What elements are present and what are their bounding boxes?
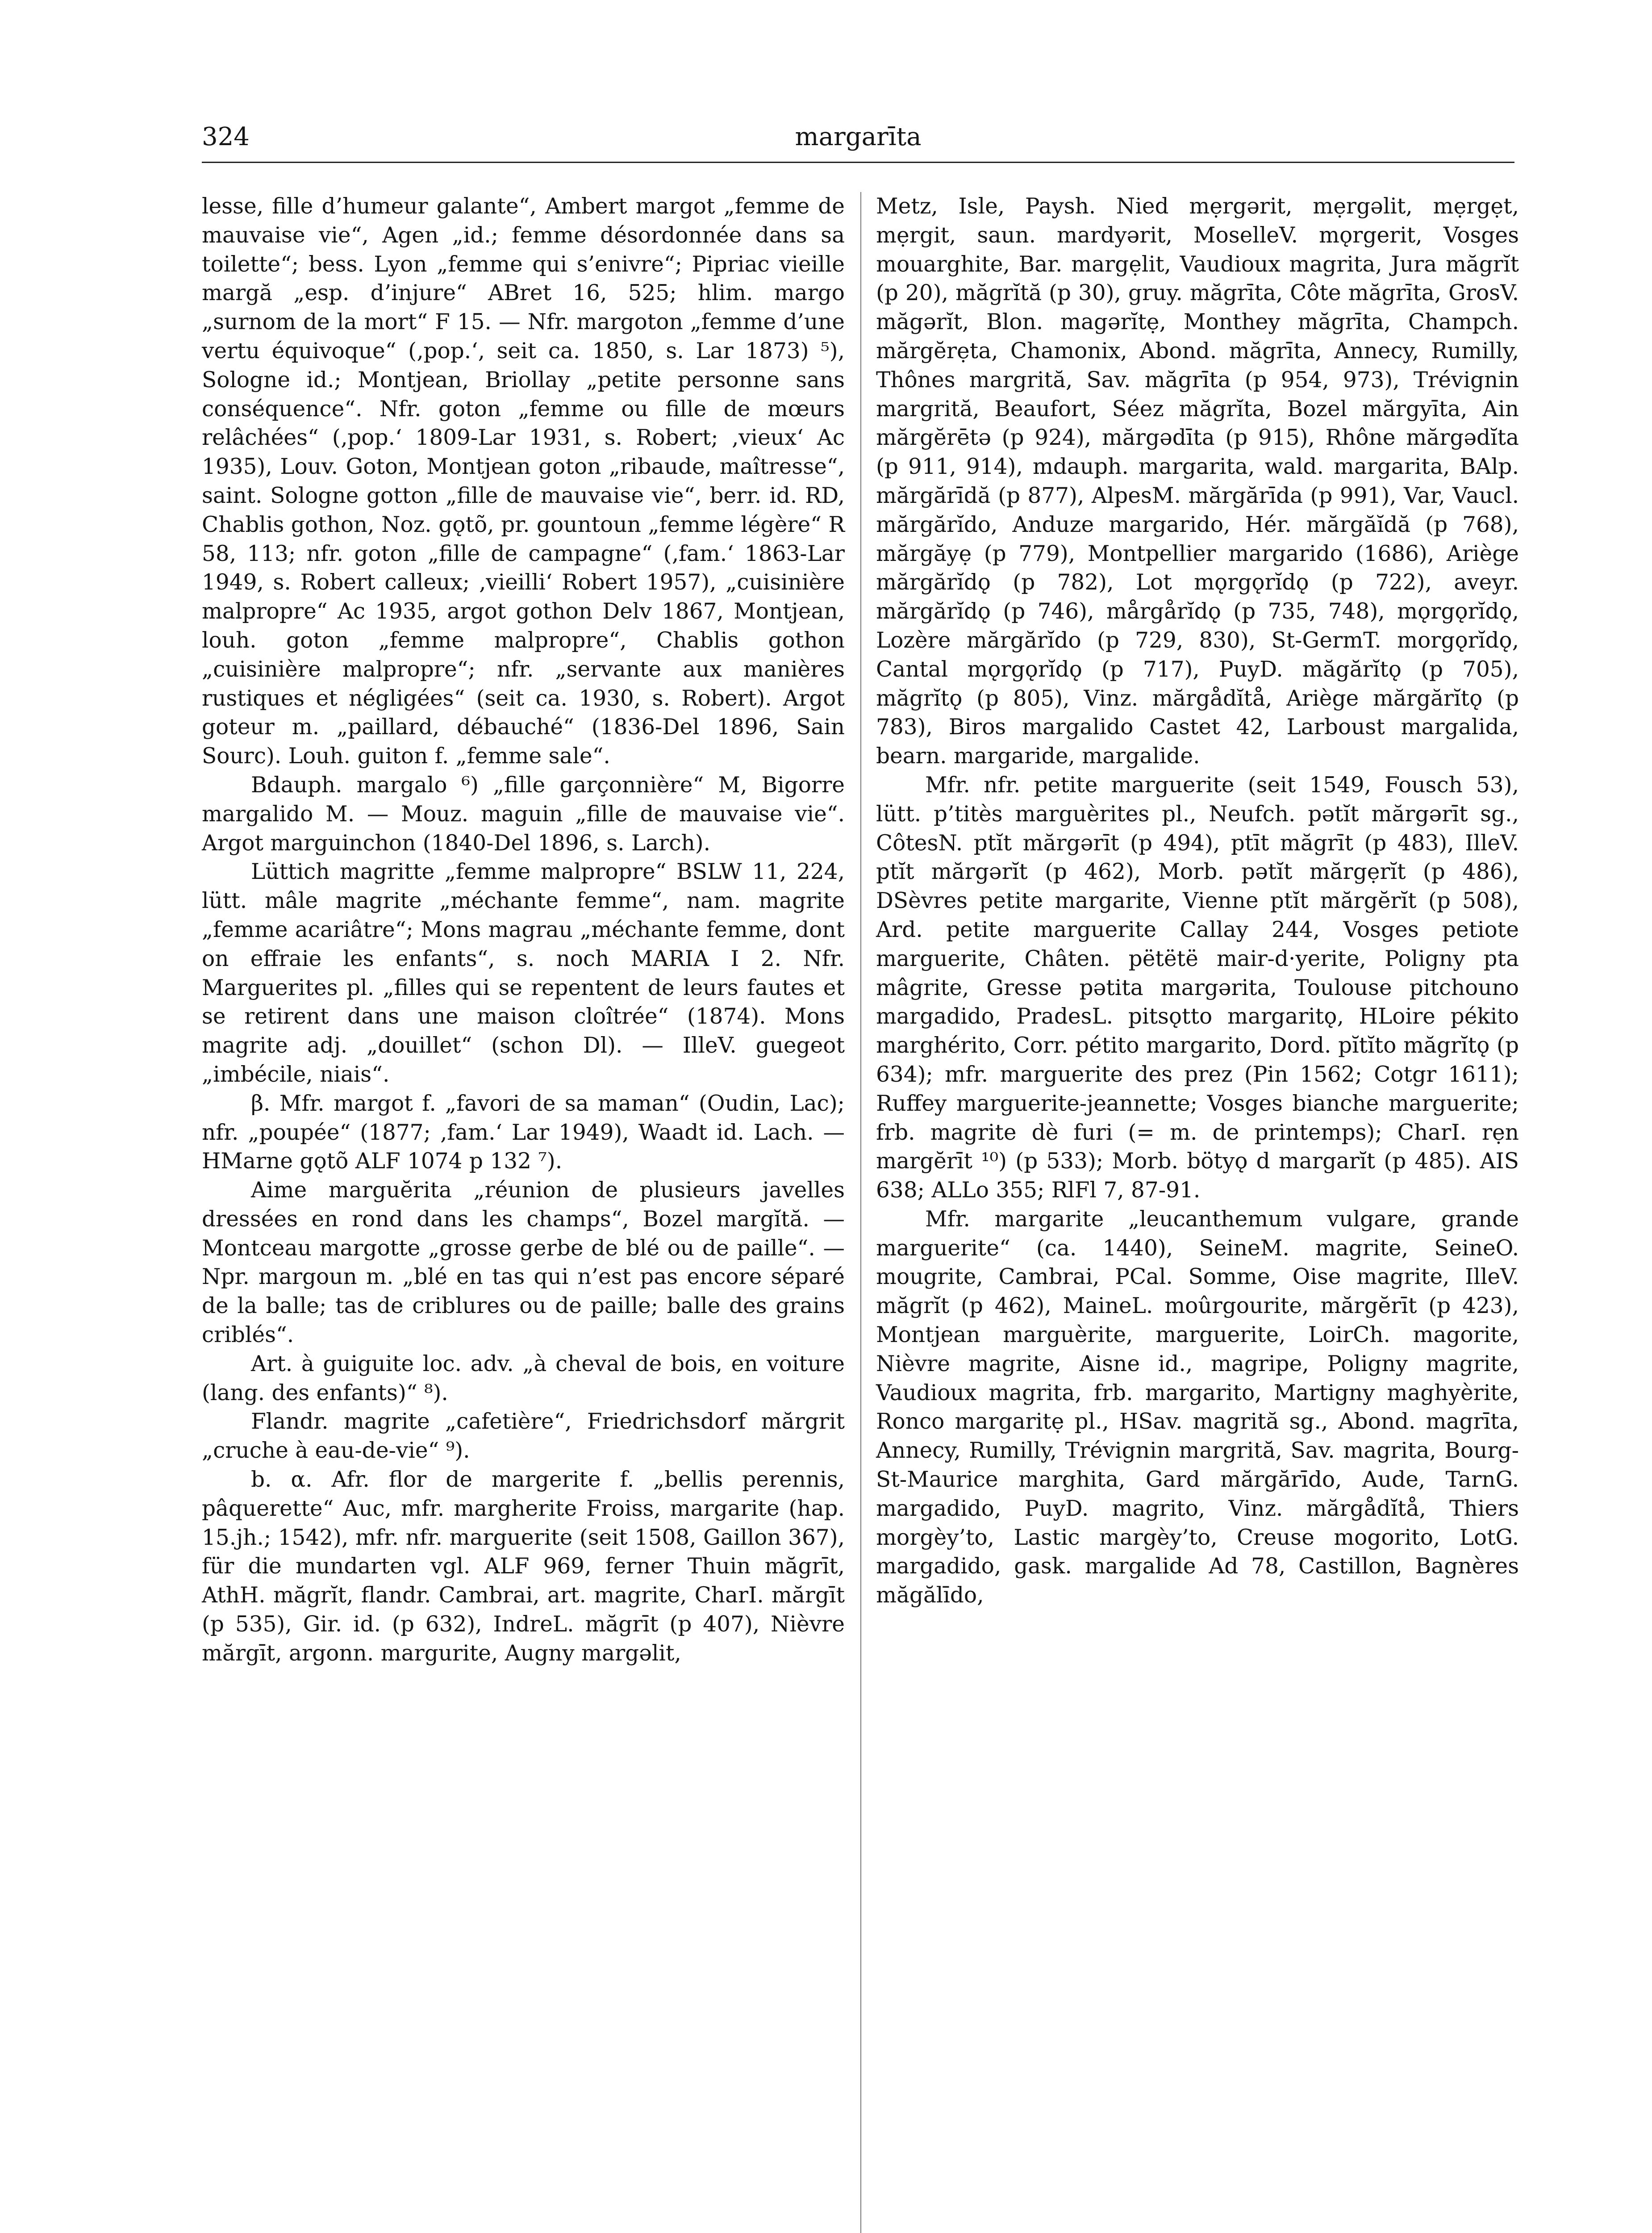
left-column xyxy=(202,192,845,1668)
page-number: 324 xyxy=(202,122,250,151)
left-paragraph-3: Lüttich magritte „femme malpropre“ BSLW 11, 224, lütt. mâle magrite „méchante femme“, nam. magrite „femme acariâtre“; Mons magrau „méchante femme, dont on effraie les enfants“, s. noch MARIA I 2. Nfr. Marguerites pl. „filles qui se repentent de leurs fautes et se retirent dans une maison cloîtrée“ (1874). Mons magrite adj. „douillet“ (schon Dl). — IlleV. guegeot „imbécile, niais“. xyxy=(202,859,845,1087)
left-paragraph-4: β. Mfr. margot f. „favori de sa maman“ (Oudin, Lac); nfr. „poupée“ (1877; ‚fam.‘ Lar 1949), Waadt id. Lach. — HMarne gǫtõ ALF 1074 p 132 ⁷). xyxy=(202,1091,845,1174)
running-title: margarīta xyxy=(795,122,922,151)
right-column xyxy=(876,192,1519,1610)
left-paragraph-5: Aime marguĕrita „réunion de plusieurs javelles dressées en rond dans les champs“, Bozel margĭtă. — Montceau margotte „grosse gerbe de blé ou de paille“. — Npr. margoun m. „blé en tas qui n’est pas encore séparé de la balle; tas de criblures ou de paille; balle des grains criblés“. xyxy=(202,1178,845,1348)
left-paragraph-2: Bdauph. margalo ⁶) „fille garçonnière“ M, Bigorre margalido M. — Mouz. maguin „fille de mauvaise vie“. Argot marguinchon (1840-Del 1896, s. Larch). xyxy=(202,772,845,856)
column-divider xyxy=(860,192,861,2233)
left-paragraph-1: lesse, fille d’humeur galante“, Ambert margot „femme de mauvaise vie“, Agen „id.; femme désordonnée dans sa toilette“; bess. Lyon „femme qui s’enivre“; Pipriac vieille margă „esp. d’injure“ ABret 16, 525; hlim. margo „surnom de la mort“ F 15. — Nfr. margoton „femme d’une vertu équivoque“ (‚pop.‘, seit ca. 1850, s. Lar 1873) ⁵), Sologne id.; Montjean, Briollay „petite personne sans conséquence“. Nfr. goton „femme ou fille de mœurs relâchées“ (‚pop.‘ 1809-Lar 1931, s. Robert; ‚vieux‘ Ac 1935), Louv. Goton, Montjean goton „ribaude, maîtresse“, saint. Sologne gotton „fille de mauvaise vie“, berr. id. RD, Chablis gothon, Noz. gǫtõ, pr. gountoun „femme légère“ R 58, 113; nfr. goton „fille de campagne“ (‚fam.‘ 1863-Lar 1949, s. Robert calleux; ‚vieilli‘ Robert 1957), „cuisinière malpropre“ Ac 1935, argot gothon Delv 1867, Montjean, louh. goton „femme malpropre“, Chablis gothon „cuisinière malpropre“; nfr. „servante aux manières rustiques et négligées“ (seit ca. 1930, s. Robert). Argot goteur m. „paillard, débauché“ (1836-Del 1896, Sain Sourc). Louh. guiton f. „femme sale“. xyxy=(202,194,845,769)
right-paragraph-2: Mfr. nfr. petite marguerite (seit 1549, Fousch 53), lütt. p’titès marguèrites pl., Neufch. pətĭt mărgərīt sg., CôtesN. ptĭt mărgərīt (p 494), ptīt măgrīt (p 483), IlleV. ptĭt mărgərĭt (p 462), Morb. pətĭt mărgẹrĭt (p 486), DSèvres petite margarite, Vienne ptĭt mărgĕrĭt (p 508), Ard. petite marguerite Callay 244, Vosges petiote marguerite, Châten. pëtëtë mair-d·yerite, Poligny pta mâgrite, Gresse pətita margərita, Toulouse pitchouno margadido, PradesL. pitsǫtto margaritǫ, HLoire pékito marghérito, Corr. pétito margarito, Dord. pĭtĭto măgrĭtǫ (p 634); mfr. marguerite des prez (Pin 1562; Cotgr 1611); Ruffey marguerite-jeannette; Vosges bianche marguerite; frb. magrite dè furi (= m. de printemps); CharI. rẹn margĕrīt ¹⁰) (p 533); Morb. bötyǫ d margarĭt (p 485). AIS 638; ALLo 355; RlFl 7, 87-91. xyxy=(876,772,1519,1203)
page-header xyxy=(202,121,1514,163)
right-paragraph-3: Mfr. margarite „leucanthemum vulgare, grande marguerite“ (ca. 1440), SeineM. magrite, SeineO. mougrite, Cambrai, PCal. Somme, Oise magrite, IlleV. măgrĭt (p 462), MaineL. moûrgourite, mărgĕrīt (p 423), Montjean marguèrite, marguerite, LoirCh. magorite, Nièvre magrite, Aisne id., magripe, Poligny magrite, Vaudioux magrita, frb. margarito, Martigny maghyèrite, Ronco margaritẹ pl., HSav. magrită sg., Abond. magrīta, Annecy, Rumilly, Trévignin margrită, Sav. magrita, Bourg-St-Maurice marghita, Gard mărgărīdo, Aude, TarnG. margadido, PuyD. magrito, Vinz. mărgådĭtå, Thiers morgèy’to, Lastic margèy’to, Creuse mogorito, LotG. margadido, gask. margalide Ad 78, Castillon, Bagnères măgălīdo, xyxy=(876,1206,1519,1608)
left-paragraph-8: b. α. Afr. flor de margerite f. „bellis perennis, pâquerette“ Auc, mfr. margherite Froiss, margarite (hap. 15.jh.; 1542), mfr. nfr. marguerite (seit 1508, Gaillon 367), für die mundarten vgl. ALF 969, ferner Thuin măgrīt, AthH. măgrĭt, flandr. Cambrai, art. magrite, CharI. mărgīt (p 535), Gir. id. (p 632), IndreL. măgrīt (p 407), Nièvre mărgīt, argonn. margurite, Augny margəlit, xyxy=(202,1467,845,1666)
left-paragraph-6: Art. à guiguite loc. adv. „à cheval de bois, en voiture (lang. des enfants)“ ⁸). xyxy=(202,1351,845,1405)
left-paragraph-7: Flandr. magrite „cafetière“, Friedrichsdorf mărgrit „cruche à eau-de-vie“ ⁹). xyxy=(202,1409,845,1464)
right-paragraph-1: Metz, Isle, Paysh. Nied mẹrgərit, mẹrgəlit, mẹrgẹt, mẹrgit, saun. mardyərit, MoselleV. mǫrgerit, Vosges mouarghite, Bar. margẹlit, Vaudioux magrita, Jura măgrĭt (p 20), măgrĭtă (p 30), gruy. măgrīta, Côte măgrīta, GrosV. măgərĭt, Blon. magərĭtẹ, Monthey măgrīta, Champch. mărgĕrẹta, Chamonix, Abond. măgrīta, Annecy, Rumilly, Thônes margrită, Sav. măgrīta (p 954, 973), Trévignin margrită, Beaufort, Séez măgrĭta, Bozel mărgyīta, Ain mărgĕrētə (p 924), mărgədīta (p 915), Rhône mărgədĭta (p 911, 914), mdauph. margarita, wald. margarita, BAlp. mărgărīdă (p 877), AlpesM. mărgărīda (p 991), Var, Vaucl. mărgărĭdo, Anduze margarido, Hér. mărgăĭdă (p 768), mărgăyẹ (p 779), Montpellier margarido (1686), Ariège mărgărĭdǫ (p 782), Lot mǫrgǫrĭdǫ (p 722), aveyr. mărgărĭdǫ (p 746), mårgårĭdǫ (p 735, 748), mǫrgǫrĭdǫ, Lozère mărgărĭdo (p 729, 830), St-GermT. morgǫrĭdǫ, Cantal mǫrgǫrĭdǫ (p 717), PuyD. măgărĭtǫ (p 705), măgrĭtǫ (p 805), Vinz. mărgådĭtå, Ariège mărgărĭtǫ (p 783), Biros margalido Castet 42, Larboust margalida, bearn. margaride, margalide. xyxy=(876,194,1519,769)
